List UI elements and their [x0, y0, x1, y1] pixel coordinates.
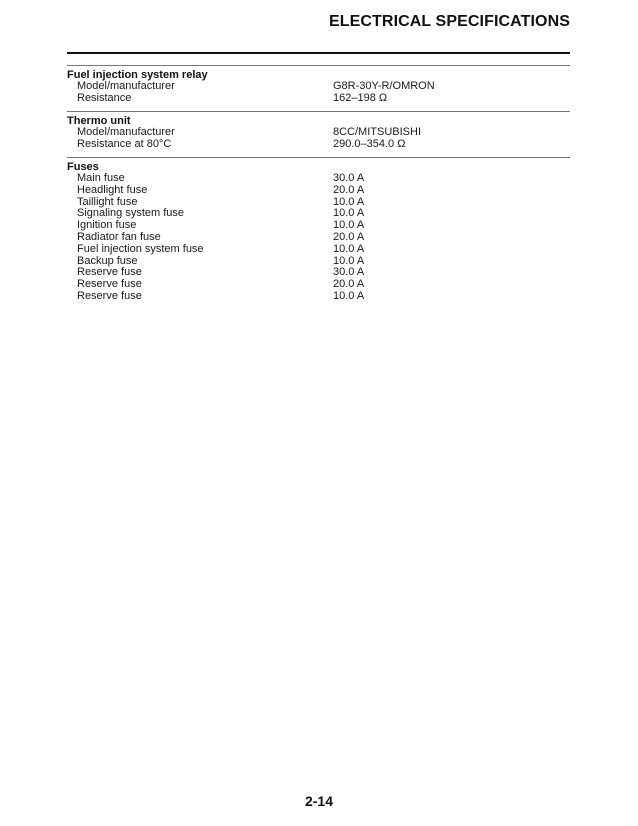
spec-row: [67, 208, 570, 220]
spec-value: 290.0–354.0 Ω: [333, 137, 406, 150]
spec-row: [67, 244, 570, 256]
spec-label: Taillight fuse: [77, 195, 138, 208]
spec-row: [67, 93, 570, 105]
spec-label: Ignition fuse: [77, 219, 137, 232]
section-fuses: [67, 157, 570, 303]
spec-row: [67, 291, 570, 303]
spec-value: 10.0 A: [333, 219, 365, 232]
spec-value: 20.0 A: [333, 183, 365, 196]
spec-label: Reserve fuse: [77, 289, 142, 302]
spec-value: 162–198 Ω: [333, 91, 388, 104]
spec-label: Signaling system fuse: [77, 207, 184, 220]
spec-label: Resistance: [77, 91, 132, 104]
spec-row: [67, 81, 570, 93]
spec-value: 30.0 A: [333, 172, 365, 184]
spec-value: 10.0 A: [333, 289, 365, 302]
spec-value: 10.0 A: [333, 207, 365, 220]
spec-label: Backup fuse: [77, 254, 138, 267]
spec-value: 20.0 A: [333, 230, 365, 243]
section-title: Thermo unit: [67, 115, 131, 127]
section-title: Fuel injection system relay: [67, 69, 208, 81]
spec-label: Model/manufacturer: [77, 80, 175, 92]
spec-value: 10.0 A: [333, 254, 365, 267]
spec-value: 8CC/MITSUBISHI: [333, 126, 422, 138]
spec-row: [67, 232, 570, 244]
spec-label: Headlight fuse: [77, 183, 148, 196]
spec-label: Model/manufacturer: [77, 126, 175, 138]
spec-value: 10.0 A: [333, 195, 365, 208]
section-thermo-unit: [67, 111, 570, 151]
spec-value: 30.0 A: [333, 266, 365, 279]
spec-label: Fuel injection system fuse: [77, 242, 204, 255]
spec-value: 20.0 A: [333, 278, 365, 291]
spec-label: Reserve fuse: [77, 278, 142, 291]
section-fuel-injection-relay: [67, 65, 570, 105]
spec-label: Radiator fan fuse: [77, 230, 161, 243]
spec-value: G8R-30Y-R/OMRON: [333, 80, 435, 92]
page-number: 2-14: [304, 793, 334, 809]
spec-label: Resistance at 80°C: [77, 137, 172, 150]
section-title: Fuses: [67, 161, 99, 173]
page-title: ELECTRICAL SPECIFICATIONS: [328, 13, 570, 30]
spec-row: [67, 139, 570, 151]
spec-row: [67, 267, 570, 279]
spec-row: [67, 185, 570, 197]
header-rule: [67, 52, 570, 54]
spec-row: [67, 279, 570, 291]
spec-row: [67, 256, 570, 268]
spec-label: Reserve fuse: [77, 266, 142, 279]
spec-label: Main fuse: [77, 172, 125, 184]
spec-value: 10.0 A: [333, 242, 365, 255]
